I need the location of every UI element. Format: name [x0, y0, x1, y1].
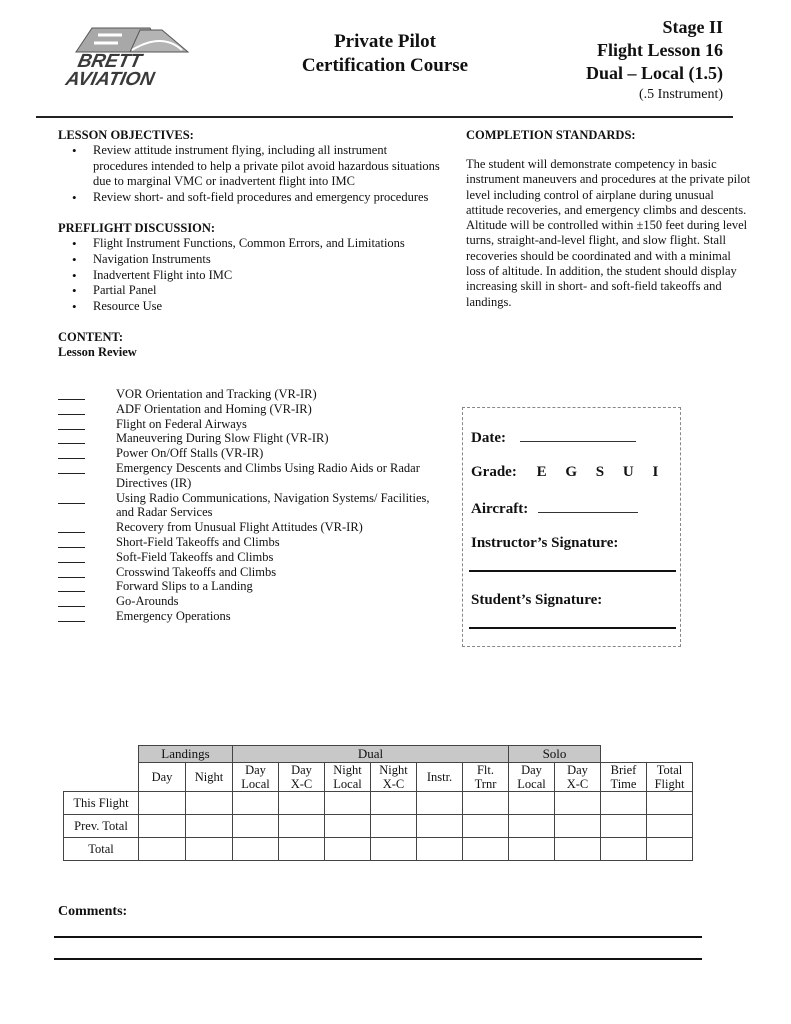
content-heading: CONTENT: — [58, 330, 124, 345]
right-column — [466, 128, 751, 310]
table-cell[interactable] — [279, 838, 325, 861]
table-cell[interactable] — [279, 815, 325, 838]
comment-line-2[interactable] — [54, 958, 702, 960]
table-cell[interactable] — [233, 815, 279, 838]
column-header: Night X-C — [371, 763, 417, 792]
table-cell[interactable] — [555, 815, 601, 838]
column-header: Total Flight — [647, 763, 693, 792]
check-blank[interactable] — [58, 491, 116, 521]
signoff-box — [462, 407, 681, 647]
table-cell[interactable] — [186, 792, 233, 815]
table-row — [64, 792, 693, 815]
list-item: • Resource Use — [58, 299, 443, 315]
list-item: • Partial Panel — [58, 283, 443, 299]
check-blank[interactable] — [58, 431, 116, 446]
lesson-objectives-list — [58, 143, 443, 205]
check-blank[interactable] — [58, 402, 116, 417]
table-cell[interactable] — [463, 838, 509, 861]
instructor-signature-field[interactable] — [469, 570, 676, 572]
column-header: Brief Time — [601, 763, 647, 792]
lesson-review-checklist — [58, 387, 438, 624]
column-header-row — [64, 763, 693, 792]
checklist-item: Emergency Operations — [58, 609, 438, 624]
grade-option-g[interactable]: G — [565, 464, 578, 480]
course-title-line2: Certification Course — [301, 55, 469, 76]
comment-line-1[interactable] — [54, 936, 702, 938]
comments-label: Comments: — [58, 904, 128, 919]
table-cell[interactable] — [647, 815, 693, 838]
brett-aviation-logo — [60, 26, 200, 92]
column-header: Day X-C — [279, 763, 325, 792]
table-cell[interactable] — [601, 815, 647, 838]
table-cell[interactable] — [463, 815, 509, 838]
table-cell[interactable] — [509, 838, 555, 861]
row-label: Total — [64, 838, 139, 861]
instructor-signature-label: Instructor’s Signature: — [471, 535, 619, 551]
group-landings: Landings — [139, 746, 233, 763]
table-cell[interactable] — [509, 792, 555, 815]
table-cell[interactable] — [417, 792, 463, 815]
flight-time-table — [63, 745, 693, 861]
table-cell[interactable] — [371, 815, 417, 838]
table-row — [64, 838, 693, 861]
checklist-item: Short-Field Takeoffs and Climbs — [58, 535, 438, 550]
table-cell[interactable] — [647, 792, 693, 815]
list-item: • Navigation Instruments — [58, 252, 443, 268]
list-item: • Review attitude instrument flying, including all instrument procedures intended to help a private pilot avoid hazardous situations due to marginal VMC or inadvertent flight into IMC — [58, 143, 443, 190]
grade-label: Grade: — [471, 464, 517, 480]
column-header: Day Local — [233, 763, 279, 792]
stage-label: Stage II — [662, 17, 723, 37]
list-item: • Flight Instrument Functions, Common Errors, and Limitations — [58, 236, 443, 252]
course-title — [270, 30, 500, 78]
column-header: Flt. Trnr — [463, 763, 509, 792]
checklist-item: Go-Arounds — [58, 594, 438, 609]
date-row — [471, 428, 636, 447]
table-cell[interactable] — [601, 838, 647, 861]
table-cell[interactable] — [325, 838, 371, 861]
check-blank[interactable] — [58, 417, 116, 432]
table-cell[interactable] — [417, 838, 463, 861]
preflight-discussion-list — [58, 236, 443, 314]
check-blank[interactable] — [58, 520, 116, 535]
checklist-item: Recovery from Unusual Flight Attitudes (VR-IR) — [58, 520, 438, 535]
completion-standards-text: The student will demonstrate competency in basic instrument maneuvers and procedures at the private pilot level including control of airplane during unusual attitude recoveries, and emergency climbs and descents. Altitude will be controlled within ±150 feet during level turns, straight-and-level flight, and slow flight. Stall recoveries should be coordinated and with a minimal loss of altitude. In addition, the student should display increasing skill in short- and soft-field takeoffs and landings. — [466, 157, 751, 309]
grade-option-s[interactable]: S — [595, 464, 605, 480]
table-cell[interactable] — [417, 815, 463, 838]
check-blank[interactable] — [58, 550, 116, 565]
table-cell[interactable] — [279, 792, 325, 815]
row-label: Prev. Total — [64, 815, 139, 838]
grade-option-i[interactable]: I — [652, 464, 659, 480]
checklist-item: Maneuvering During Slow Flight (VR-IR) — [58, 431, 438, 446]
flight-type-label: Dual – Local (1.5) — [586, 63, 723, 83]
list-item: • Inadvertent Flight into IMC — [58, 268, 443, 284]
checklist-item: Soft-Field Takeoffs and Climbs — [58, 550, 438, 565]
row-label: This Flight — [64, 792, 139, 815]
lesson-title-block — [586, 16, 723, 104]
table-cell[interactable] — [555, 792, 601, 815]
grade-option-e[interactable]: E — [536, 464, 547, 480]
logo-brett-text: BRETT — [75, 51, 144, 72]
group-dual: Dual — [233, 746, 509, 763]
left-column — [58, 128, 443, 360]
table-cell[interactable] — [186, 838, 233, 861]
table-cell[interactable] — [139, 792, 186, 815]
course-title-line1: Private Pilot — [334, 31, 436, 52]
lesson-review-subheading: Lesson Review — [58, 345, 137, 360]
checklist-item: Crosswind Takeoffs and Climbs — [58, 565, 438, 580]
table-cell[interactable] — [371, 838, 417, 861]
table-cell[interactable] — [371, 792, 417, 815]
check-blank[interactable] — [58, 535, 116, 550]
lesson-label: Flight Lesson 16 — [596, 40, 723, 60]
date-label: Date: — [471, 430, 506, 446]
checklist-item: Flight on Federal Airways — [58, 417, 438, 432]
check-blank[interactable] — [58, 609, 116, 624]
column-header: Instr. — [417, 763, 463, 792]
check-blank[interactable] — [58, 446, 116, 461]
checklist-item: Power On/Off Stalls (VR-IR) — [58, 446, 438, 461]
table-cell[interactable] — [233, 792, 279, 815]
grade-row — [471, 464, 658, 481]
checklist-item: Forward Slips to a Landing — [58, 579, 438, 594]
logo-aviation-text: AVIATION — [63, 69, 157, 90]
check-blank[interactable] — [58, 579, 116, 594]
instrument-note: (.5 Instrument) — [639, 87, 723, 102]
column-header: Day X-C — [555, 763, 601, 792]
table-cell[interactable] — [463, 792, 509, 815]
column-header: Day — [139, 763, 186, 792]
group-header-row — [64, 746, 693, 763]
aircraft-field[interactable] — [538, 499, 638, 513]
lesson-objectives-heading: LESSON OBJECTIVES: — [58, 128, 194, 142]
table-cell[interactable] — [509, 815, 555, 838]
header-divider — [36, 116, 733, 118]
table-cell[interactable] — [139, 838, 186, 861]
check-blank[interactable] — [58, 594, 116, 609]
grade-option-u[interactable]: U — [622, 464, 634, 480]
check-blank[interactable] — [58, 387, 116, 402]
column-header: Night Local — [325, 763, 371, 792]
checklist-item: ADF Orientation and Homing (VR-IR) — [58, 402, 438, 417]
check-blank[interactable] — [58, 565, 116, 580]
table-cell[interactable] — [139, 815, 186, 838]
date-field[interactable] — [520, 428, 636, 442]
column-header: Night — [186, 763, 233, 792]
aircraft-label: Aircraft: — [471, 501, 529, 517]
group-solo: Solo — [509, 746, 601, 763]
student-signature-field[interactable] — [469, 627, 676, 629]
table-cell[interactable] — [325, 815, 371, 838]
table-cell[interactable] — [647, 838, 693, 861]
check-blank[interactable] — [58, 461, 116, 491]
completion-standards-heading: COMPLETION STANDARDS: — [466, 128, 636, 142]
table-row — [64, 815, 693, 838]
checklist-item: VOR Orientation and Tracking (VR-IR) — [58, 387, 438, 402]
checklist-item: Emergency Descents and Climbs Using Radio Aids or Radar Directives (IR) — [58, 461, 438, 491]
student-signature-label: Student’s Signature: — [471, 592, 603, 608]
column-header: Day Local — [509, 763, 555, 792]
table-cell[interactable] — [555, 838, 601, 861]
table-cell[interactable] — [325, 792, 371, 815]
list-item: • Review short- and soft-field procedures and emergency procedures — [58, 190, 443, 206]
table-cell[interactable] — [233, 838, 279, 861]
table-cell[interactable] — [186, 815, 233, 838]
preflight-discussion-heading: PREFLIGHT DISCUSSION: — [58, 221, 216, 236]
table-cell[interactable] — [601, 792, 647, 815]
checklist-item: Using Radio Communications, Navigation Systems/ Facilities, and Radar Services — [58, 491, 438, 521]
aircraft-row — [471, 499, 638, 518]
